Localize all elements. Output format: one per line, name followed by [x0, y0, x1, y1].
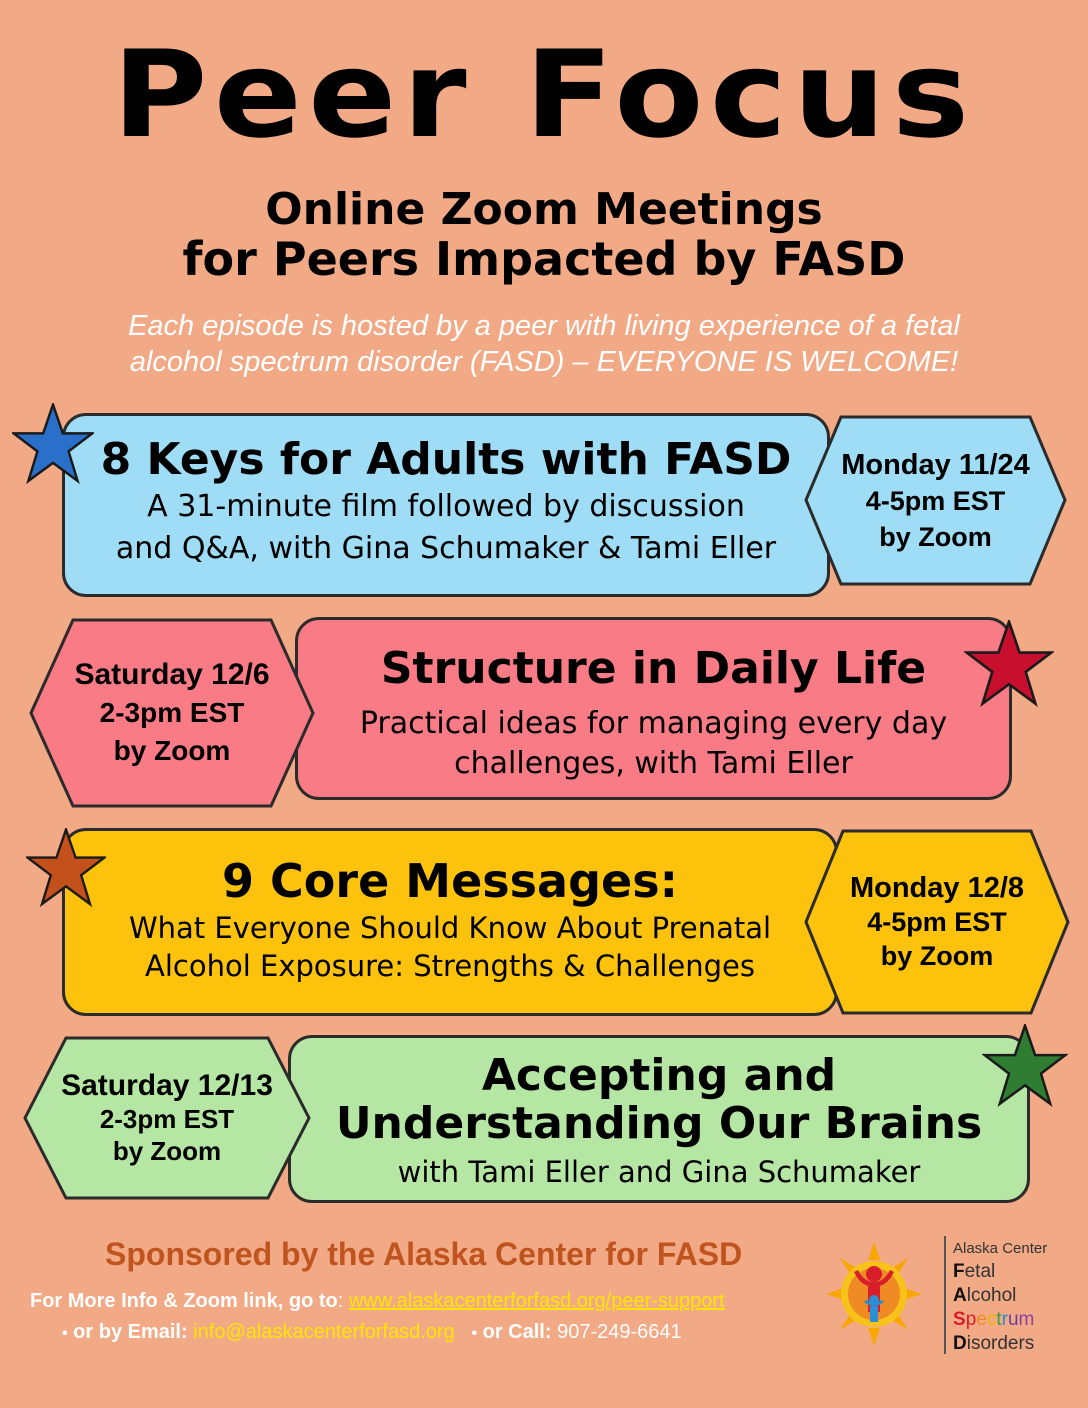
- email-label: or by Email:: [73, 1321, 188, 1343]
- event-3-desc-2: Alcohol Exposure: Strengths & Challenges: [145, 949, 755, 983]
- logo-divider: [944, 1236, 946, 1354]
- event-4-title-2: Understanding Our Brains: [335, 1098, 983, 1149]
- email-link[interactable]: info@alaskacenterforfasd.org: [193, 1321, 455, 1343]
- intro-line-1: Each episode is hosted by a peer with living experience of a fetal: [128, 310, 960, 342]
- event-2-via: by Zoom: [113, 735, 231, 766]
- event-2-date-badge: [28, 617, 316, 809]
- info-label: For More Info & Zoom link, go to: [30, 1290, 338, 1312]
- event-3-time: 4-5pm EST: [867, 907, 1007, 937]
- event-4-via: by Zoom: [112, 1136, 222, 1166]
- call-label: or Call:: [482, 1321, 552, 1343]
- event-2-desc-1: Practical ideas for managing every day: [359, 706, 948, 741]
- contact-line: [62, 1321, 682, 1344]
- sponsor-line: Sponsored by the Alaska Center for FASD: [105, 1236, 743, 1272]
- info-line: [30, 1290, 725, 1313]
- phone-number: 907-249-6641: [557, 1321, 682, 1343]
- event-1-via: by Zoom: [879, 521, 992, 552]
- logo-org: Alaska Center: [953, 1240, 1048, 1257]
- event-2-box: [295, 617, 1012, 800]
- event-2-time: 2-3pm EST: [99, 697, 245, 728]
- orange-star-icon: [26, 828, 106, 908]
- red-star-icon: [964, 620, 1054, 708]
- event-4-title-1: Accepting and: [481, 1050, 837, 1101]
- event-1-date-badge: [803, 414, 1068, 587]
- event-4-day: Saturday 12/13: [61, 1069, 273, 1102]
- info-separator: :: [337, 1290, 344, 1312]
- logo-line-spectrum: Spectrum: [953, 1309, 1035, 1330]
- subtitle-line-2: for Peers Impacted by FASD: [182, 232, 906, 286]
- logo-line-alcohol: Alcohol: [953, 1285, 1017, 1306]
- event-3-box: [62, 828, 838, 1016]
- page-title: Peer Focus: [112, 26, 976, 165]
- event-3-date-badge: [803, 828, 1071, 1016]
- event-4-time: 2-3pm EST: [99, 1104, 235, 1134]
- event-4-date-badge: [22, 1035, 312, 1201]
- event-4-box: [288, 1035, 1030, 1203]
- event-2-title: Structure in Daily Life: [380, 643, 927, 694]
- intro-line-2: alcohol spectrum disorder (FASD) – EVERYONE IS WELCOME!: [129, 346, 959, 378]
- logo-line-fetal: Fetal: [953, 1261, 996, 1282]
- bullet-1: •: [62, 1325, 68, 1342]
- event-1-desc-2: and Q&A, with Gina Schumaker & Tami Eller: [115, 531, 777, 566]
- logo-wordmark: [953, 1238, 1047, 1356]
- green-star-icon: [982, 1024, 1068, 1108]
- blue-star-icon: [12, 403, 94, 485]
- logo-line-disorders: Disorders: [953, 1333, 1035, 1354]
- peer-support-link[interactable]: www.alaskacenterforfasd.org/peer-support: [348, 1290, 725, 1312]
- event-3-day: Monday 12/8: [849, 872, 1025, 904]
- event-1-desc-1: A 31-minute film followed by discussion: [147, 489, 745, 524]
- event-2-day: Saturday 12/6: [74, 658, 270, 691]
- event-3-via: by Zoom: [880, 941, 994, 971]
- event-1-box: [62, 413, 830, 597]
- alaska-center-logo-icon: [826, 1242, 922, 1346]
- event-3-desc-1: What Everyone Should Know About Prenatal: [128, 911, 772, 945]
- bullet-2: •: [471, 1325, 478, 1342]
- event-3-title: 9 Core Messages:: [222, 854, 678, 908]
- event-1-title: 8 Keys for Adults with FASD: [100, 434, 792, 485]
- event-2-desc-2: challenges, with Tami Eller: [454, 746, 853, 781]
- subtitle-line-1: Online Zoom Meetings: [265, 184, 823, 235]
- event-4-desc-1: with Tami Eller and Gina Schumaker: [397, 1155, 921, 1189]
- event-1-time: 4-5pm EST: [865, 485, 1006, 516]
- event-1-day: Monday 11/24: [841, 448, 1030, 481]
